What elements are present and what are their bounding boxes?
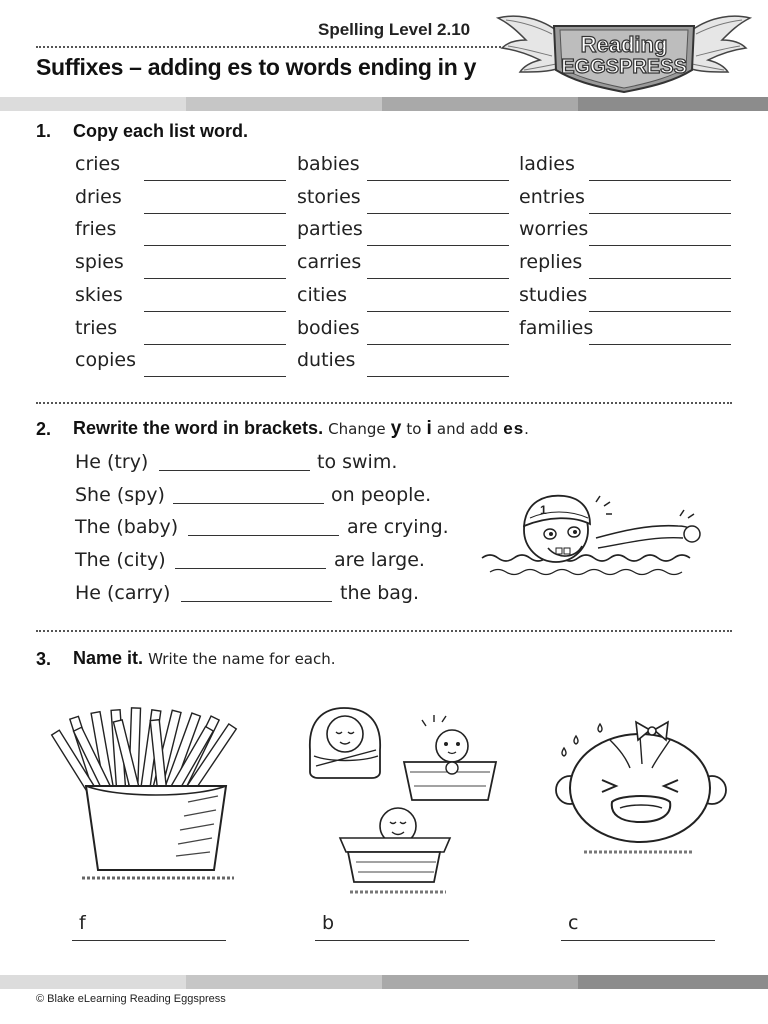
copy-answer-line[interactable] [144,278,286,279]
question-3-heading: Name it. [73,648,144,668]
answer-line-babies[interactable] [315,940,469,941]
sentence-4-after: are large. [334,549,425,571]
copy-answer-line[interactable] [367,180,509,181]
sentence-1-after: to swim. [317,451,398,473]
copy-answer-line[interactable] [367,278,509,279]
copy-answer-line[interactable] [144,344,286,345]
sentence-4-answer-line[interactable] [175,568,326,569]
bottom-bar-segment-1 [0,975,186,989]
answer-line-cries[interactable] [561,940,715,941]
logo-text-reading: Reading [580,32,668,57]
swimmer-illustration [478,488,710,584]
copy-answer-line[interactable] [144,376,286,377]
list-word: worries [519,218,589,241]
list-word: entries [519,185,585,208]
question-3-heading-row [73,648,336,669]
list-word: ladies [519,153,575,175]
answer-letter-babies: b [322,912,335,934]
copy-answer-line[interactable] [367,245,509,246]
top-bar-segment-3 [382,97,578,111]
list-word: tries [75,316,118,339]
reading-eggspress-logo [496,10,752,94]
top-bar-segment-4 [578,97,768,111]
list-word: duties [297,349,356,372]
list-word: copies [75,349,136,372]
page-title: Suffixes – adding es to words ending in y [36,54,477,80]
copy-answer-line[interactable] [144,311,286,312]
copy-answer-line[interactable] [589,180,731,181]
section-2-divider [36,630,732,632]
sentence-1-answer-line[interactable] [159,470,310,471]
instruction-change: Change [328,420,386,438]
question-2-number: 2. [36,419,52,439]
copy-answer-line[interactable] [367,311,509,312]
sentence-3-before: The (baby) [75,516,179,538]
footer-copyright: © Blake eLearning Reading Eggspress [36,993,226,1005]
list-word: cities [297,283,348,306]
sentence-2-after: on people. [331,484,432,506]
instruction-suffix-es: es [503,419,525,438]
copy-answer-line[interactable] [367,344,509,345]
copy-answer-line[interactable] [144,245,286,246]
question-1-heading: Copy each list word. [73,121,249,141]
bottom-bar-segment-4 [578,975,768,989]
crying-face-illustration [550,718,734,858]
list-word: bodies [297,316,360,339]
question-3-instruction: Write the name for each. [148,650,336,668]
list-word: dries [75,185,122,208]
header-divider [36,46,508,48]
instruction-letter-i: i [426,418,432,439]
fries-illustration [58,706,254,886]
sentence-1-before: He (try) [75,451,149,473]
list-word: carries [297,251,362,274]
copy-answer-line[interactable] [144,213,286,214]
question-2-heading: Rewrite the word in brackets. [73,418,324,438]
list-word: parties [297,218,363,241]
sentence-5-after: the bag. [340,582,420,604]
sentence-2-before: She (spy) [75,484,165,506]
bottom-bar-segment-2 [186,975,382,989]
sentence-5-answer-line[interactable] [181,601,332,602]
copy-answer-line[interactable] [144,180,286,181]
babies-illustration [300,702,506,898]
answer-letter-cries: c [568,912,579,934]
swimmer-cap-number: 1 [540,503,547,517]
copy-answer-line[interactable] [589,245,731,246]
instruction-to: to [406,420,422,438]
sentence-4-before: The (city) [75,549,166,571]
instruction-letter-y: y [390,418,402,439]
instruction-and-add: and add [436,420,499,438]
list-word: studies [519,283,588,306]
top-bar-segment-1 [0,97,186,111]
list-word: stories [297,185,361,208]
copy-answer-line[interactable] [367,376,509,377]
bottom-bar-segment-3 [382,975,578,989]
spelling-level: Spelling Level 2.10 [318,20,471,39]
sentence-3-answer-line[interactable] [188,535,339,536]
logo-text-eggspress: EGGSPRESS [561,56,687,78]
list-word: fries [75,218,117,241]
instruction-period: . [524,420,529,438]
copy-answer-line[interactable] [589,311,731,312]
list-word: spies [75,251,124,274]
sentence-3-after: are crying. [347,516,449,538]
sentence-2-answer-line[interactable] [173,503,324,504]
answer-line-fries[interactable] [72,940,226,941]
sentence-5-before: He (carry) [75,582,171,604]
answer-letter-fries: f [79,912,86,934]
copy-answer-line[interactable] [589,213,731,214]
section-1-divider [36,402,732,404]
list-word: replies [519,251,583,274]
question-1-number: 1. [36,121,52,141]
question-2-heading-row [73,418,529,440]
copy-answer-line[interactable] [589,278,731,279]
question-3-number: 3. [36,649,52,669]
list-word: cries [75,153,121,175]
list-word: babies [297,153,360,175]
top-bar-segment-2 [186,97,382,111]
list-word: skies [75,283,123,306]
copy-answer-line[interactable] [589,344,731,345]
copy-answer-line[interactable] [367,213,509,214]
list-word: families [519,316,594,339]
